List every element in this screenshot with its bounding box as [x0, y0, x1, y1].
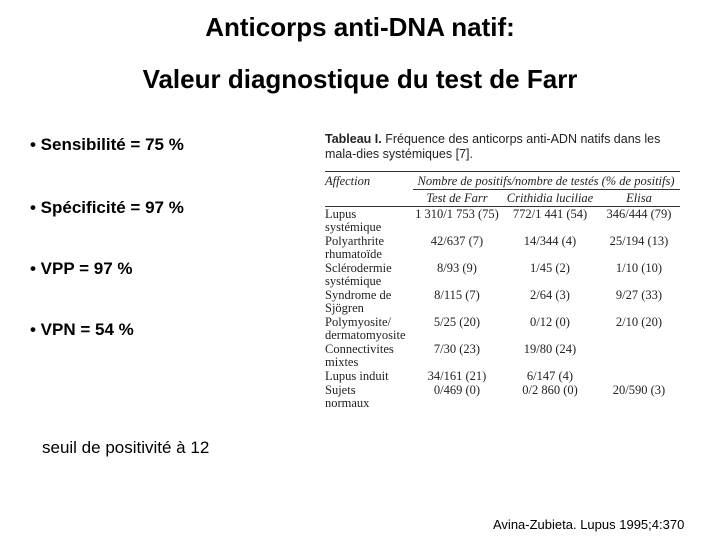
table-row [325, 383, 680, 410]
slide-title: Anticorps anti-DNA natif: [205, 12, 515, 42]
cell-elisa: 1/10 (10) [615, 261, 663, 275]
slide-subtitle: Valeur diagnostique du test de Farr [142, 64, 578, 94]
header-col-elisa: Elisa [626, 191, 652, 205]
row-affection: Syndrome de Sjögren [325, 288, 392, 315]
table-row [325, 288, 680, 315]
frequency-table [325, 132, 680, 410]
cell-crithidia: 1/45 (2) [530, 261, 570, 275]
cell-farr: 8/115 (7) [434, 288, 480, 302]
cell-elisa: 346/444 (79) [606, 207, 672, 221]
bullet-vpp: • VPP = 97 % [30, 259, 133, 278]
table-row [325, 342, 680, 369]
threshold-note: seuil de positivité à 12 [42, 438, 210, 457]
header-affection: Affection [325, 174, 371, 188]
row-affection: Sclérodermie systémique [325, 261, 392, 288]
cell-farr: 8/93 (9) [437, 261, 477, 275]
cell-elisa: 20/590 (3) [612, 383, 666, 397]
cell-farr: 7/30 (23) [433, 342, 481, 356]
cell-farr: 5/25 (20) [433, 315, 481, 329]
cell-crithidia: 0/2 860 (0) [522, 383, 578, 397]
table-row [325, 369, 680, 383]
cell-farr: 0/469 (0) [433, 383, 481, 397]
bullet-vpn: • VPN = 54 % [30, 320, 134, 339]
table-caption-text: Fréquence des anticorps anti-ADN natifs dans les mala-dies systémiques [7]. [325, 132, 661, 161]
table-row [325, 315, 680, 342]
cell-elisa: 2/10 (20) [615, 315, 663, 329]
cell-farr: 1 310/1 753 (75) [415, 207, 499, 221]
row-affection: Polyarthrite rhumatoïde [325, 234, 385, 261]
row-affection: Sujets normaux [325, 383, 370, 410]
row-affection: Lupus systémique [325, 207, 382, 234]
table-body [325, 207, 680, 410]
table-header-row [325, 172, 680, 189]
cell-farr: 34/161 (21) [427, 369, 487, 383]
header-col-farr: Test de Farr [426, 191, 488, 205]
cell-elisa: 25/194 (13) [609, 234, 669, 248]
table-row [325, 207, 680, 234]
cell-elisa [598, 342, 680, 369]
cell-crithidia: 19/80 (24) [523, 342, 577, 356]
cell-farr: 42/637 (7) [430, 234, 484, 248]
cell-crithidia: 772/1 441 (54) [512, 207, 588, 221]
row-affection: Connectivites mixtes [325, 342, 394, 369]
header-col-crithidia: Crithidia luciliae [506, 191, 594, 205]
cell-elisa [598, 369, 680, 383]
table-row [325, 234, 680, 261]
row-affection: Polymyosite/ dermatomyosite [325, 315, 406, 342]
bullet-sensibilite: • Sensibilité = 75 % [30, 135, 184, 154]
table-caption [325, 132, 680, 162]
cell-crithidia: 14/344 (4) [523, 234, 577, 248]
row-affection: Lupus induit [325, 369, 389, 383]
cell-crithidia: 6/147 (4) [526, 369, 574, 383]
header-group: Nombre de positifs/nombre de testés (% de positifs) [417, 174, 675, 188]
table-row [325, 261, 680, 288]
cell-crithidia: 0/12 (0) [530, 315, 570, 329]
cell-crithidia: 2/64 (3) [530, 288, 570, 302]
citation: Avina-Zubieta. Lupus 1995;4:370 [493, 517, 685, 532]
bullet-specificite: • Spécificité = 97 % [30, 198, 184, 217]
table-subheader-row [325, 190, 680, 206]
table-caption-label: Tableau I. [325, 132, 382, 146]
cell-elisa: 9/27 (33) [615, 288, 663, 302]
